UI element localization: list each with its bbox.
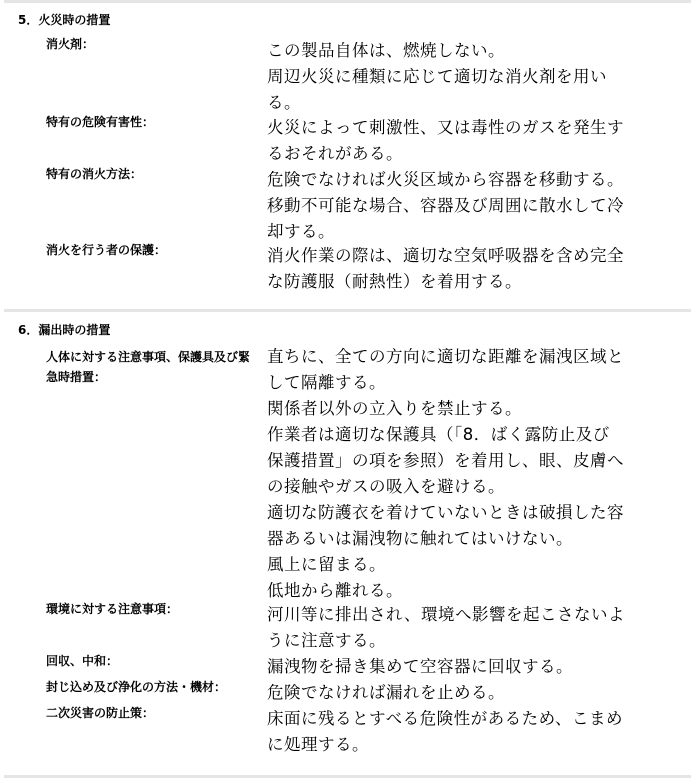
value-line: 風上に留まる。 xyxy=(267,555,386,574)
field-value xyxy=(267,344,667,604)
value-line: 移動不可能な場合、容器及び周囲に散水して冷 xyxy=(267,196,624,215)
divider-middle xyxy=(4,309,691,312)
value-line: 河川等に排出され、環境へ影響を起こさないよ xyxy=(267,605,625,624)
value-line: 危険でなければ火災区域から容器を移動する。 xyxy=(267,170,624,189)
value-line: この製品自体は、燃焼しない。 xyxy=(267,41,505,60)
field-label: 消火剤： xyxy=(46,37,95,51)
value-line: 低地から離れる。 xyxy=(267,581,403,600)
value-line: 危険でなければ漏れを止める。 xyxy=(267,683,505,702)
field-value xyxy=(267,115,667,167)
field-value xyxy=(267,706,667,758)
field-value xyxy=(267,243,667,295)
value-line: 関係者以外の立入りを禁止する。 xyxy=(267,399,522,418)
value-line: 床面に残るとすべる危険性があるため、こまめ xyxy=(267,709,624,728)
field-label: 消火を行う者の保護： xyxy=(46,243,167,257)
field-label: 二次災害の防止策： xyxy=(46,706,155,720)
divider-top xyxy=(4,0,691,3)
field-value xyxy=(267,680,667,706)
field-value xyxy=(267,38,667,116)
value-line: るおそれがある。 xyxy=(267,144,403,163)
value-line: 器あるいは漏洩物に触れてはいけない。 xyxy=(267,529,573,548)
field-value xyxy=(267,654,667,680)
section-title: 6．漏出時の措置 xyxy=(18,323,111,337)
field-label: 人体に対する注意事項、保護具及び緊急時措置： xyxy=(46,350,251,384)
value-line: る。 xyxy=(267,93,301,112)
value-line: うに注意する。 xyxy=(267,631,386,650)
value-line: な防護服（耐熱性）を着用する。 xyxy=(267,272,522,291)
value-line: 直ちに、全ての方向に適切な距離を漏洩区域と xyxy=(267,347,624,366)
field-value xyxy=(267,602,667,654)
value-line: 消火作業の際は、適切な空気呼吸器を含め完全 xyxy=(267,246,624,265)
value-line: 保護措置」の項を参照）を着用し、眼、皮膚へ xyxy=(267,451,624,470)
field-value xyxy=(267,167,667,245)
field-label: 特有の消火方法： xyxy=(46,167,143,181)
value-line: 漏洩物を掃き集めて空容器に回収する。 xyxy=(267,657,573,676)
value-line: して隔離する。 xyxy=(267,373,386,392)
field-label: 回収、中和： xyxy=(46,654,119,668)
value-line: 作業者は適切な保護具（「8．ばく露防止及び xyxy=(267,425,610,444)
field-label: 環境に対する注意事項： xyxy=(46,602,179,616)
value-line: 周辺火災に種類に応じて適切な消火剤を用い xyxy=(267,67,607,86)
value-line: 火災によって刺激性、又は毒性のガスを発生す xyxy=(267,118,624,137)
value-line: の接触やガスの吸入を避ける。 xyxy=(267,477,505,496)
field-label: 特有の危険有害性： xyxy=(46,115,155,129)
value-line: に処理する。 xyxy=(267,735,369,754)
divider-bottom xyxy=(4,775,691,778)
field-label: 封じ込め及び浄化の方法・機材： xyxy=(46,680,227,694)
value-line: 却する。 xyxy=(267,222,335,241)
value-line: 適切な防護衣を着けていないときは破損した容 xyxy=(267,503,624,522)
section-title: 5．火災時の措置 xyxy=(18,13,111,27)
